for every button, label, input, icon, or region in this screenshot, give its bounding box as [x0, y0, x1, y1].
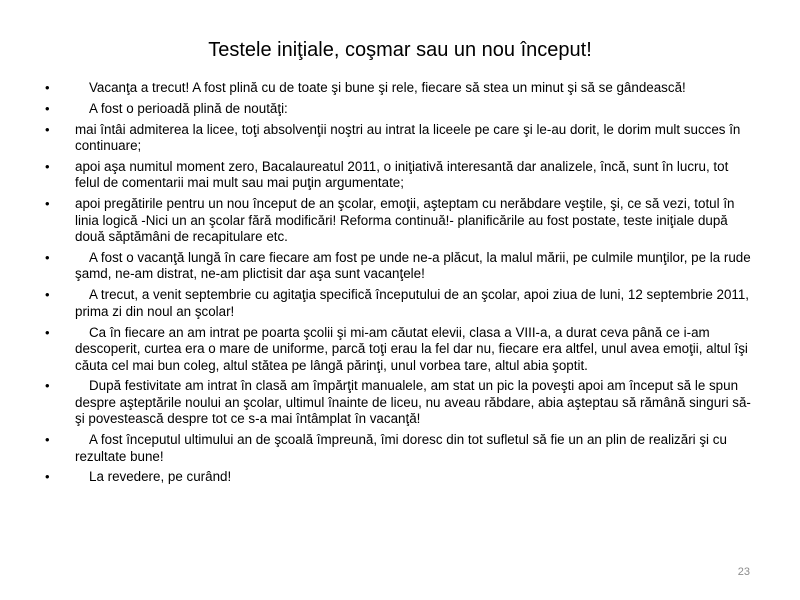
list-item — [44, 80, 756, 97]
list-item — [44, 432, 756, 465]
bullet-text: A trecut, a venit septembrie cu agitaţia specifică începutului de an şcolar, apoi ziua de luni, 12 septembrie 2011, prima zi din noul an şcolar! — [75, 287, 750, 319]
bullet-text: Vacanţa a trecut! A fost plină cu de toate şi bune şi rele, fiecare să stea un minut şi să se gândească! — [89, 80, 686, 95]
list-item — [44, 287, 756, 320]
bullet-icon: • — [45, 196, 50, 212]
bullet-list — [44, 80, 756, 490]
list-item — [44, 250, 756, 283]
list-item — [44, 325, 756, 375]
bullet-text: apoi aşa numitul moment zero, Bacalaureatul 2011, o iniţiativă interesantă dar analizele, încă, sunt în lucru, tot felul de comentarii mai mult sau mai puţin argumentate; — [75, 158, 729, 191]
page-number: 23 — [737, 566, 750, 578]
bullet-icon: • — [45, 121, 50, 137]
bullet-icon: • — [45, 249, 50, 265]
bullet-text: La revedere, pe curând! — [89, 469, 232, 485]
bullet-text: Ca în fiecare an am intrat pe poarta şcolii şi mi-am căutat elevii, clasa a VIII-a, a durat ceva până ce i-am descoperit, curtea era o mare de uniforme, parcă toţi erau la fel dar nu, fiecare era altfel, unul avea emoţii, altul îşi căuta cel mai bun coleg, altul stătea pe lângă părinţi, unul vorbea tare, altul abia şoptit. — [75, 324, 748, 373]
slide-title: Testele iniţiale, coşmar sau un nou început! — [208, 39, 592, 61]
bullet-text: mai întâi admiterea la licee, toţi absolvenţii noştri au intrat la liceele pe care şi le-au dorit, le dorim mult succes în continuare; — [75, 121, 741, 154]
list-item — [44, 159, 756, 192]
bullet-text: A fost o perioadă plină de noutăţi: — [89, 100, 288, 116]
bullet-icon: • — [45, 100, 50, 116]
bullet-text: apoi pregătirile pentru un nou început de an şcolar, emoţii, aşteptam cu nerăbdare veştile, şi, ce să vezi, totul în linia logică -Nici un an şcolar fără modificări! Reforma continuă!- planificările au fost postate, teste iniţiale după două săptămâni de recapitulare etc. — [75, 196, 735, 245]
bullet-icon: • — [45, 158, 50, 174]
bullet-icon: • — [45, 469, 50, 485]
list-item — [44, 378, 756, 428]
list-item — [44, 469, 756, 486]
list-item — [44, 196, 756, 246]
bullet-icon: • — [45, 432, 50, 448]
bullet-icon: • — [45, 378, 50, 394]
bullet-icon: • — [45, 324, 50, 340]
bullet-icon: • — [45, 287, 50, 303]
list-item — [44, 101, 756, 118]
bullet-text: După festivitate am intrat în clasă am împărţit manualele, am stat un pic la poveşti apoi am început să le spun despre aşteptările noului an şcolar, ultimul înainte de liceu, nu aveau răbdare, abia aşteptau să rămână singuri să-şi povestească despre tot ce s-a mai întâmplat în vacanţă! — [75, 378, 751, 427]
bullet-icon: • — [45, 80, 50, 95]
bullet-text: A fost începutul ultimului an de şcoală împreună, îmi doresc din tot sufletul să fie un an plin de realizări şi cu rezultate bune! — [75, 432, 727, 464]
bullet-text: A fost o vacanţă lungă în care fiecare am fost pe unde ne-a plăcut, la malul mării, pe culmile munţilor, pe la rude şamd, ne-am distrat, ne-am plictisit dar aşa sunt vacanţele! — [75, 249, 751, 282]
list-item — [44, 122, 756, 155]
